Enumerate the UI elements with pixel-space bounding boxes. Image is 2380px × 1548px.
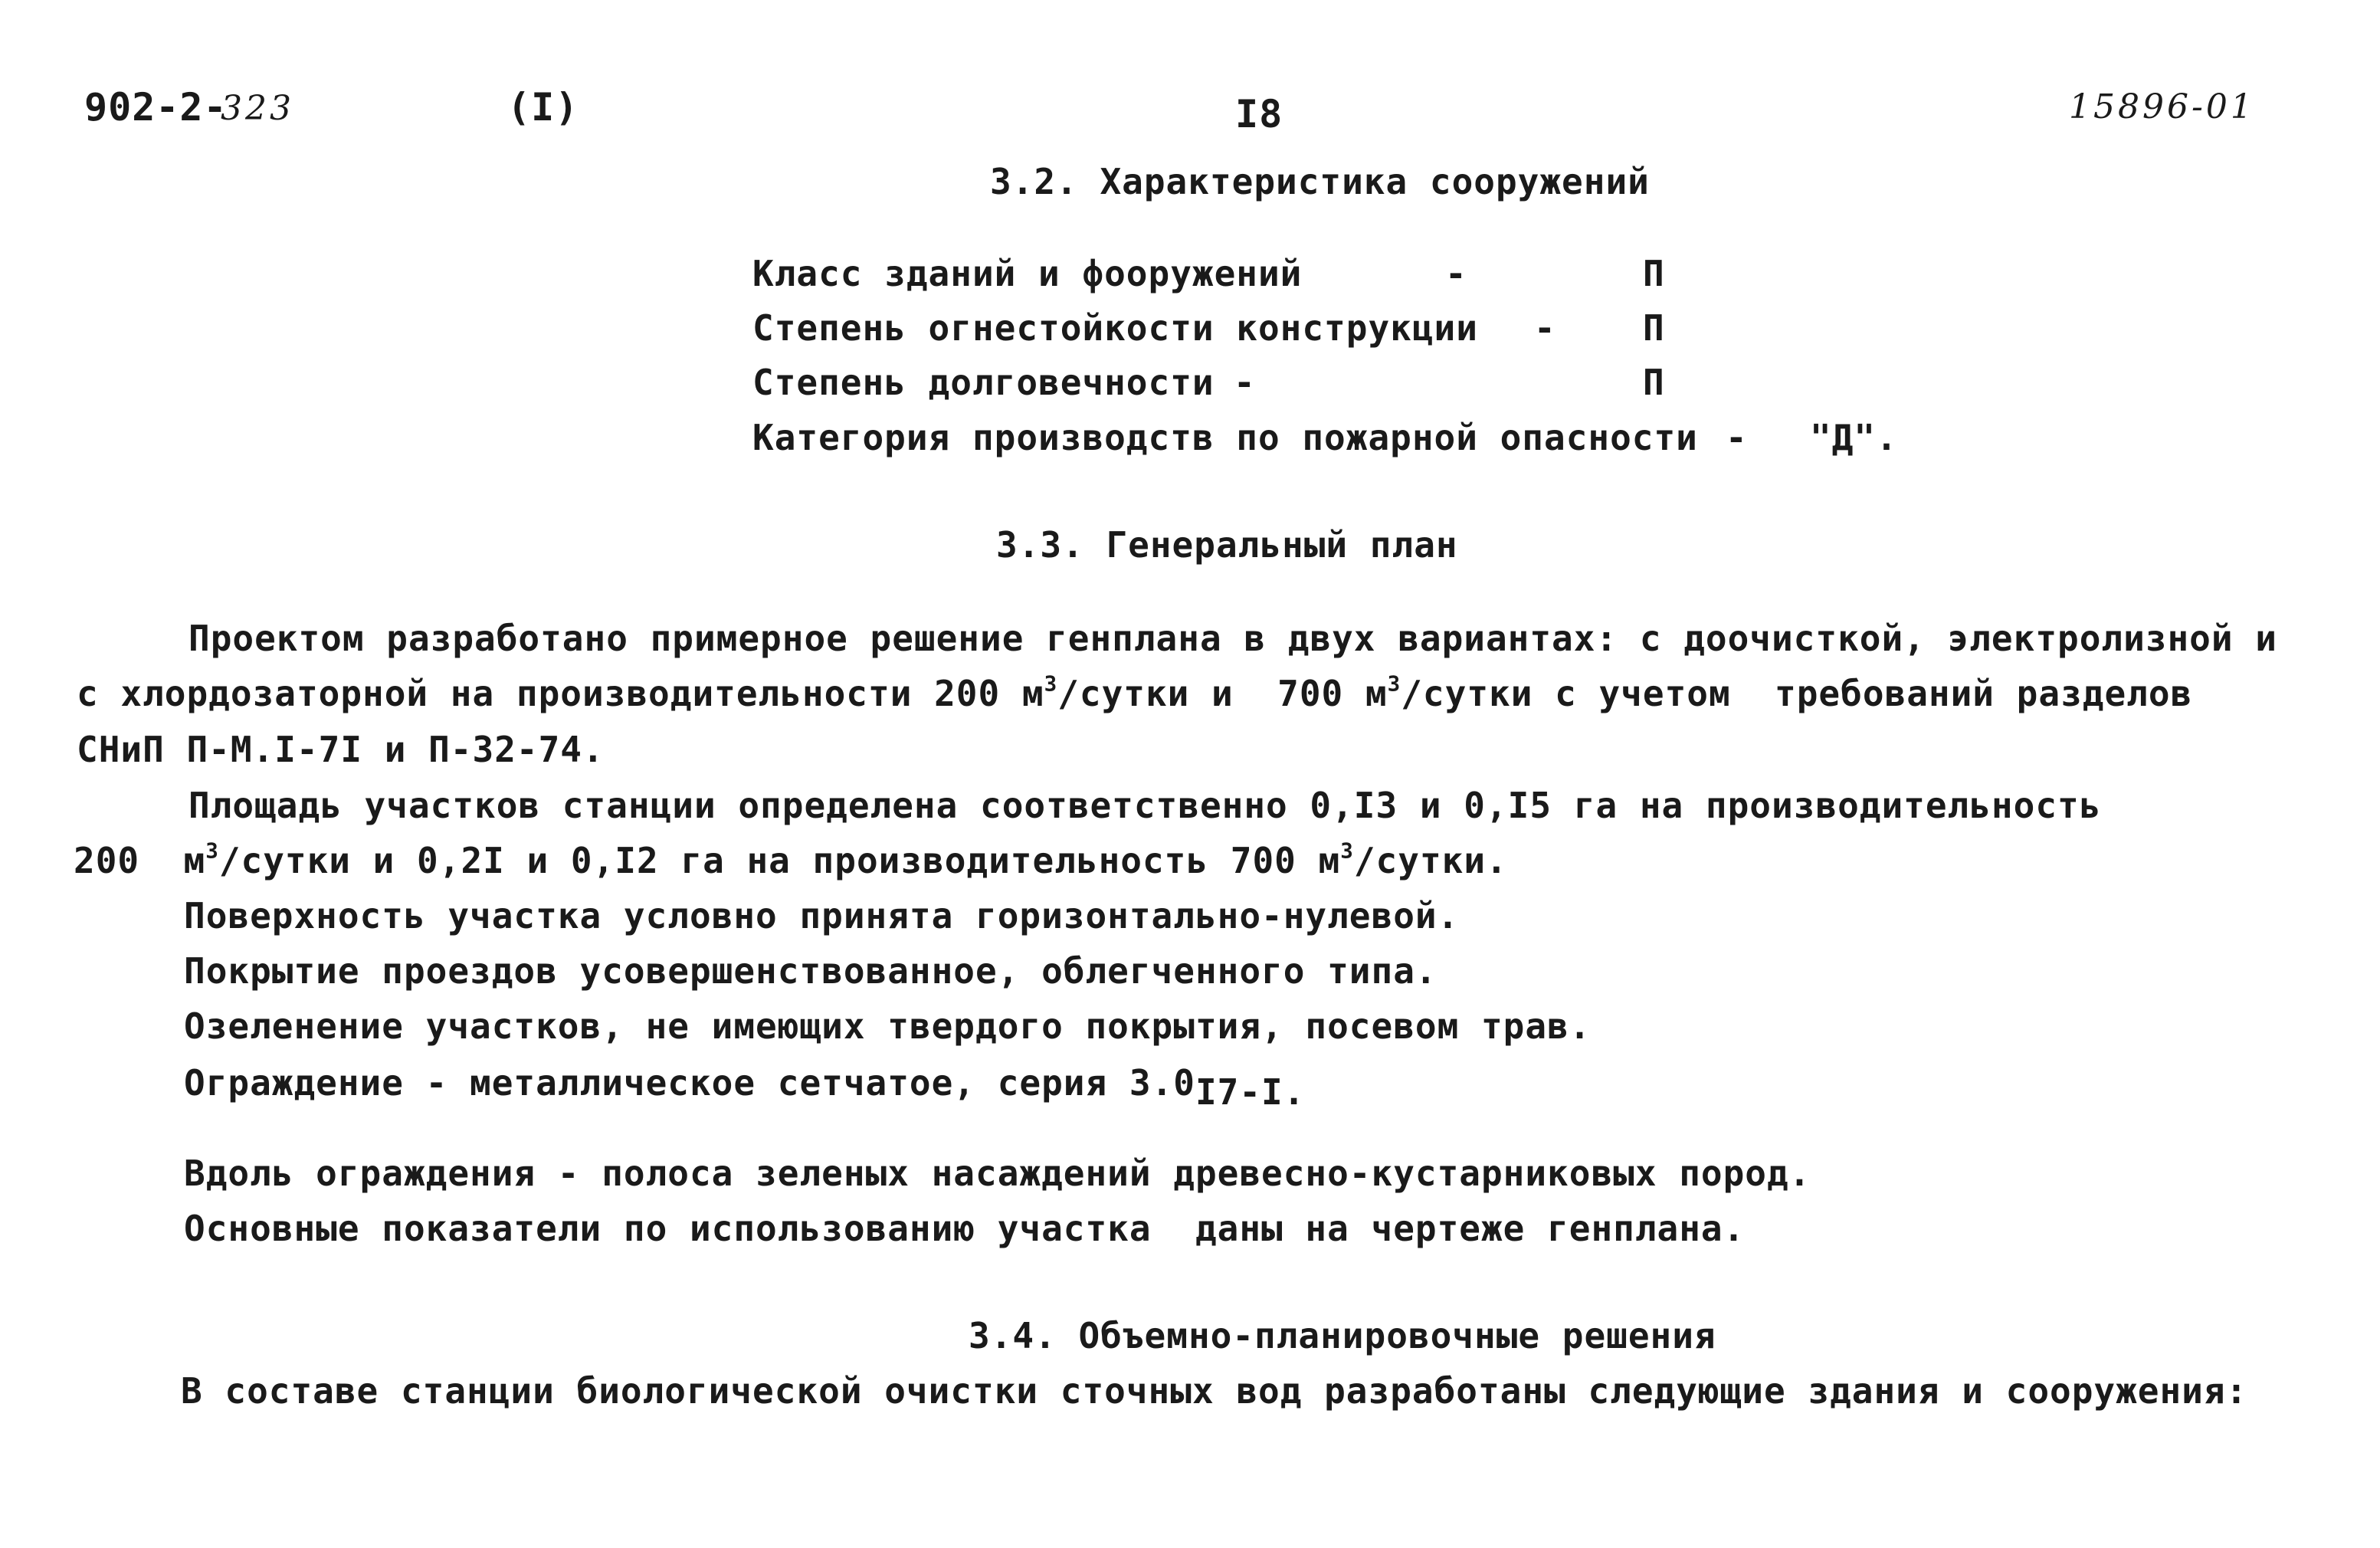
characteristic-label: Степень огнестойкости конструкции <box>752 307 1478 349</box>
characteristic-label: Категория производств по пожарной опасности <box>752 417 1698 458</box>
characteristic-value: П <box>1643 253 1665 294</box>
paragraph-line: Основные показатели по использованию участка даны на чертеже генплана. <box>184 1208 1746 1249</box>
page-number: I8 <box>1235 92 1283 136</box>
doc-code-handwritten: 323 <box>221 89 294 128</box>
characteristic-label: Класс зданий и фооружений <box>752 253 1303 294</box>
paragraph-line: Поверхность участка условно принята горизонтально-нулевой. <box>184 895 1460 936</box>
characteristic-value: П <box>1643 307 1665 349</box>
paragraph-line: Ограждение - металлическое сетчатое, серия 3.0I7-I. <box>184 1062 1306 1113</box>
characteristic-label: Степень долговечности <box>752 362 1215 403</box>
paragraph-line: В составе станции биологической очистки сточных вод разработаны следующие здания и сооружения: <box>181 1370 2248 1412</box>
characteristic-dash: - <box>1445 253 1467 294</box>
paragraph-line: Покрытие проездов усовершенствованное, облегченного типа. <box>184 950 1438 992</box>
characteristic-value: П <box>1643 362 1665 403</box>
characteristic-value: "Д". <box>1810 417 1898 458</box>
paragraph-line: Проектом разработано примерное решение генплана в двух вариантах: с доочисткой, электролизной и <box>188 618 2277 659</box>
paragraph-line: СНиП П-М.I-7I и П-32-74. <box>77 729 605 770</box>
characteristic-dash: - <box>1534 307 1556 349</box>
characteristic-dash: - <box>1234 362 1256 403</box>
volume-number: (I) <box>507 85 579 130</box>
paragraph-line: с хлордозаторной на производительности 200 $м^3$/сутки и 700 $м^3$/сутки с учетом требований разделов <box>77 671 2193 714</box>
section-3-3-title: 3.3. Генеральный план <box>996 524 1458 566</box>
paragraph-line: Площадь участков станции определена соответственно 0,I3 и 0,I5 га на производительность <box>188 785 2102 826</box>
section-3-4-title: 3.4. Объемно-планировочные решения <box>969 1315 1716 1356</box>
paragraph-line: Вдоль ограждения - полоса зеленых насаждений древесно-кустарниковых пород. <box>184 1153 1811 1194</box>
paragraph-line: 200 $м^3$/сутки и 0,2I и 0,I2 га на производительность 700 $м^3$/сутки. <box>74 838 1508 881</box>
section-3-2-title: 3.2. Характеристика сооружений <box>990 161 1650 202</box>
characteristic-dash: - <box>1726 417 1748 458</box>
paragraph-line: Озеленение участков, не имеющих твердого покрытия, посевом трав. <box>184 1005 1592 1047</box>
archive-number: 15896-01 <box>2069 87 2255 126</box>
doc-code: 902-2- <box>84 85 228 130</box>
